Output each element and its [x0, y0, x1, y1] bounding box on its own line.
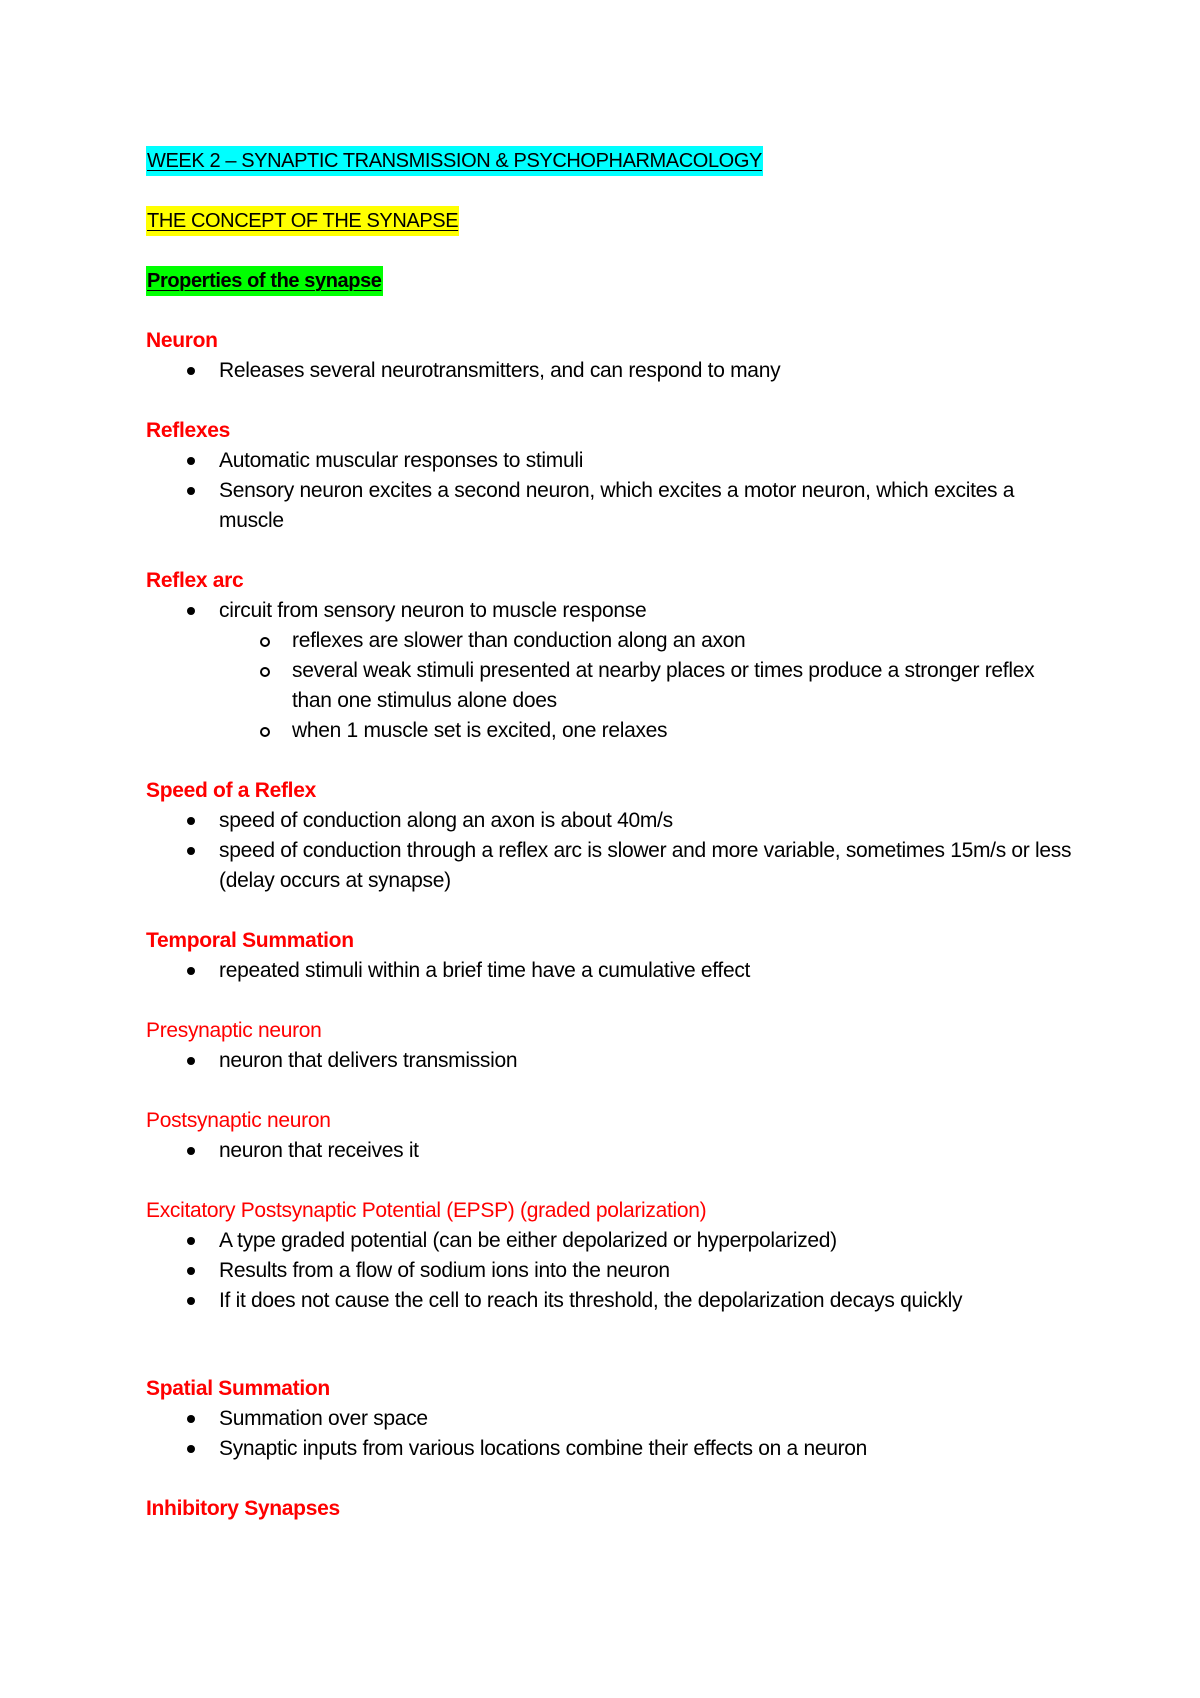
- bullet-list: [146, 596, 1076, 626]
- section-heading: Reflex arc: [146, 569, 244, 592]
- section-heading: Neuron: [146, 329, 218, 352]
- bullet-item: Automatic muscular responses to stimuli: [146, 446, 1076, 476]
- section-inhibitory-synapses: [146, 1494, 1076, 1524]
- section-postsynaptic-neuron: [146, 1106, 1076, 1166]
- bullet-list: [146, 1046, 1076, 1076]
- bullet-item: circuit from sensory neuron to muscle response: [146, 596, 1076, 626]
- section-spatial-summation: [146, 1374, 1076, 1464]
- bullet-item: Summation over space: [146, 1404, 1076, 1434]
- section-neuron: [146, 326, 1076, 386]
- section-temporal-summation: [146, 926, 1076, 986]
- bullet-item: repeated stimuli within a brief time have a cumulative effect: [146, 956, 1076, 986]
- bullet-item: A type graded potential (can be either depolarized or hyperpolarized): [146, 1226, 1076, 1256]
- section-heading: Temporal Summation: [146, 929, 354, 952]
- sub-bullet-item: reflexes are slower than conduction along an axon: [146, 626, 1076, 656]
- bullet-item: Synaptic inputs from various locations combine their effects on a neuron: [146, 1434, 1076, 1464]
- bullet-item: Releases several neurotransmitters, and can respond to many: [146, 356, 1076, 386]
- section-heading: Reflexes: [146, 419, 230, 442]
- bullet-item: neuron that receives it: [146, 1136, 1076, 1166]
- subsection-title: Properties of the synapse: [146, 266, 383, 296]
- section-speed-of-reflex: [146, 776, 1076, 896]
- sub-bullet-list: [146, 626, 1076, 746]
- section-presynaptic-neuron: [146, 1016, 1076, 1076]
- bullet-item: neuron that delivers transmission: [146, 1046, 1076, 1076]
- bullet-item: speed of conduction along an axon is about 40m/s: [146, 806, 1076, 836]
- section-epsp: [146, 1196, 1076, 1316]
- section-heading: Postsynaptic neuron: [146, 1109, 331, 1132]
- sub-bullet-item: several weak stimuli presented at nearby places or times produce a stronger reflex than one stimulus alone does: [146, 656, 1076, 716]
- section-heading: Inhibitory Synapses: [146, 1497, 340, 1520]
- section-heading: Excitatory Postsynaptic Potential (EPSP) (graded polarization): [146, 1199, 707, 1222]
- bullet-list: [146, 446, 1076, 536]
- section-heading: Presynaptic neuron: [146, 1019, 322, 1042]
- bullet-list: [146, 956, 1076, 986]
- document-title: WEEK 2 – SYNAPTIC TRANSMISSION & PSYCHOPHARMACOLOGY: [146, 146, 763, 176]
- bullet-item: Sensory neuron excites a second neuron, which excites a motor neuron, which excites a muscle: [146, 476, 1076, 536]
- bullet-item: If it does not cause the cell to reach its threshold, the depolarization decays quickly: [146, 1286, 1076, 1316]
- bullet-list: [146, 1404, 1076, 1464]
- section-reflex-arc: [146, 566, 1076, 746]
- bullet-item: speed of conduction through a reflex arc is slower and more variable, sometimes 15m/s or less (delay occurs at synapse): [146, 836, 1076, 896]
- bullet-list: [146, 806, 1076, 896]
- bullet-item: Results from a flow of sodium ions into the neuron: [146, 1256, 1076, 1286]
- bullet-list: [146, 1226, 1076, 1316]
- bullet-list: [146, 356, 1076, 386]
- section-title: THE CONCEPT OF THE SYNAPSE: [146, 206, 459, 236]
- bullet-list: [146, 1136, 1076, 1166]
- section-heading: Speed of a Reflex: [146, 779, 316, 802]
- document-body: [146, 146, 1076, 1524]
- section-heading: Spatial Summation: [146, 1377, 330, 1400]
- sub-bullet-item: when 1 muscle set is excited, one relaxes: [146, 716, 1076, 746]
- section-reflexes: [146, 416, 1076, 536]
